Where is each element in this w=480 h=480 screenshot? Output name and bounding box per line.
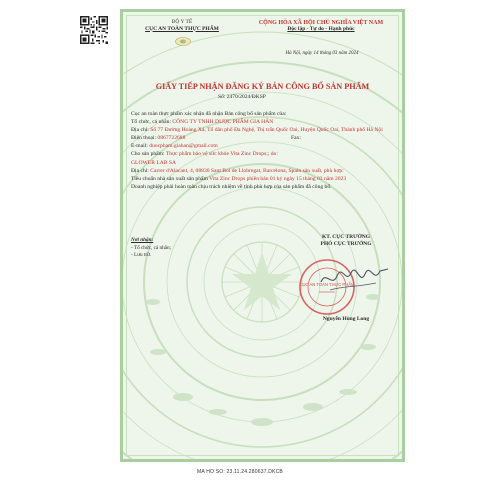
email-value: duocpham.giahan@gmail.com <box>149 143 218 150</box>
document-title: GIẤY TIẾP NHẬN ĐĂNG KÝ BẢN CÔNG BỐ SẢN PHẨM <box>155 82 370 91</box>
standard-label: Tiêu chuẩn nhà sản xuất sản phẩm <box>131 175 208 182</box>
stamp-text: CỤC AN TOÀN THỰC PHẨM <box>299 282 355 287</box>
organization-label: Tổ chức, cá nhân: <box>131 119 171 126</box>
nation-header <box>241 20 401 33</box>
recipient-item: - Tổ chức, cá nhân; <box>131 244 172 251</box>
ministry-header <box>127 20 237 32</box>
signatory-title-1: KT. CỤC TRƯỞNG <box>321 234 371 240</box>
email-line <box>131 142 397 150</box>
document-number: Số: 2470/2024/ĐKSP <box>218 94 266 100</box>
product-line <box>131 150 397 158</box>
manufacturer-address-line <box>131 167 397 175</box>
recipient-item: - Lưu trữ. <box>131 252 152 258</box>
standard-value: Vita Zinc Drops phiên bản 01 ký ngày 15 tháng 03 năm 2023 <box>209 175 347 182</box>
nation-motto: Độc lập - Tự do - Hạnh phúc <box>287 26 355 32</box>
agency-logo-icon <box>175 37 191 46</box>
address-line <box>131 126 397 134</box>
signatory-title-2: PHÓ CỤC TRƯỞNG <box>320 241 372 247</box>
manufacturer-address-value: Carrer d'Alacant, 4, 08830 Sant Boi de Llobregat, Barcelona, Spain sản xuất, phù hợp: <box>150 167 344 174</box>
standard-line <box>131 175 397 183</box>
document-body <box>131 110 397 191</box>
nation-name: CỘNG HÒA XÃ HỘI CHỦ NGHĨA VIỆT NAM <box>258 20 384 26</box>
address-value: Số 77 Đường Hoàng Xá, Tổ dân phố Đa Nghệ, Thị trấn Quốc Oai, Huyện Quốc Oai, Thành phố Hà Nội <box>150 127 383 134</box>
ministry-name: BỘ Y TẾ <box>171 19 193 25</box>
signer-name: Nguyễn Hùng Long <box>322 316 370 322</box>
organization-value: CÔNG TY TNHH DƯỢC PHẨM GIA HÂN <box>172 119 274 126</box>
recipients-heading: Nơi nhận: <box>131 237 154 243</box>
issue-date: Hà Nội, ngày 14 tháng 03 năm 2024 <box>285 51 359 56</box>
address-label: Địa chỉ: <box>131 127 149 134</box>
manufacturer-address-label: Địa chỉ: <box>131 167 149 174</box>
certificate-document <box>120 9 405 462</box>
manufacturer-name: GLOWER LAB SA <box>131 159 177 166</box>
agency-name: CỤC AN TOÀN THỰC PHẨM <box>145 25 219 32</box>
dossier-code: MA HO SO: 23.11.24.280637.DKCB <box>197 469 283 475</box>
phone-line <box>131 134 397 142</box>
organization-line <box>131 118 397 126</box>
qr-code <box>80 16 108 44</box>
signature-block <box>291 234 401 248</box>
fax-label: Fax: <box>291 135 301 142</box>
product-value: Thực phẩm bảo vệ sức khỏe Vita Zinc Drops;; do: <box>165 151 278 158</box>
product-label: Cho sản phẩm: <box>131 151 165 158</box>
recipients-block <box>131 237 171 260</box>
phone-label: Điện thoại: <box>131 135 157 142</box>
responsibility-text: Doanh nghiệp phải hoàn toàn chịu trách nhiệm về tính phù hợp của sản phẩm đã công bố. <box>131 183 332 190</box>
intro-text: Cục an toàn thực phẩm xác nhận đã nhận Bản công bố sản phẩm của: <box>131 111 287 117</box>
handwritten-signature <box>318 260 393 300</box>
phone-value: 0867722688 <box>157 135 186 142</box>
email-label: E-mail: <box>131 143 148 150</box>
